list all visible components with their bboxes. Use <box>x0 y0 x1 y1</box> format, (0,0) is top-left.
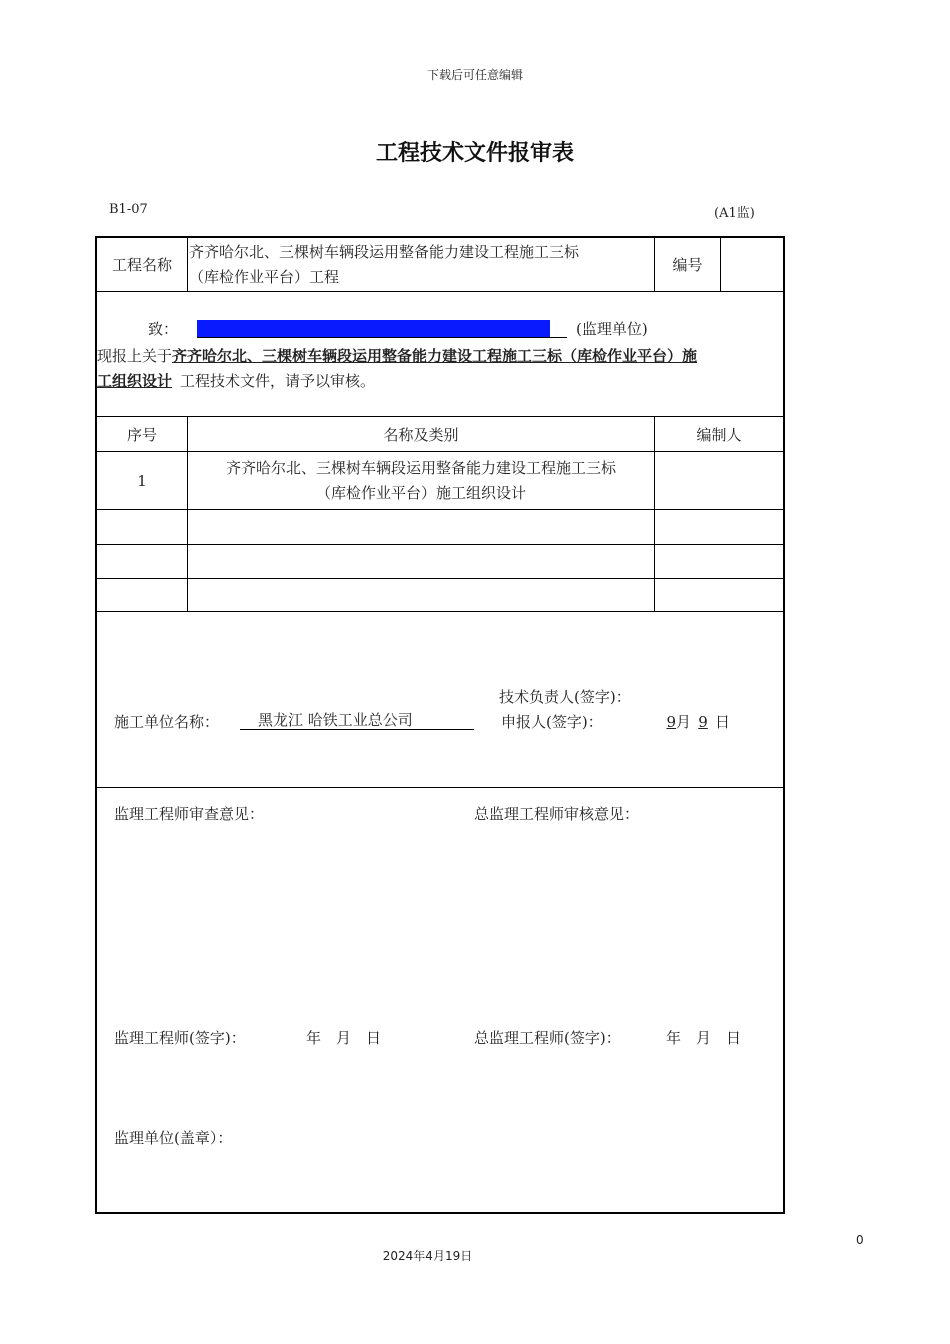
project-name-line1: 齐齐哈尔北、三棵树车辆段运用整备能力建设工程施工三标 <box>189 243 580 261</box>
date-day: 9 <box>698 713 708 731</box>
row-author <box>655 452 783 509</box>
report-subject-part2: 工组织设计 <box>97 372 173 390</box>
applicant-label: 申报人(签字)： <box>501 713 603 731</box>
page-number: 0 <box>856 1233 864 1247</box>
report-prefix: 现报上关于 <box>97 347 173 365</box>
engineer-opinion-label: 监理工程师审查意见： <box>114 805 265 823</box>
report-line1 <box>97 345 697 366</box>
row-name <box>188 510 654 544</box>
tech-lead-label: 技术负责人(签字)： <box>499 688 631 706</box>
col-header-no: 序号 <box>126 425 157 444</box>
form-code: B1-07 <box>109 202 148 217</box>
to-suffix: (监理单位) <box>576 320 648 338</box>
contractor-name: 黑龙江 哈铁工业总公司 <box>240 711 474 730</box>
report-subject-part1: 齐齐哈尔北、三棵树车辆段运用整备能力建设工程施工三标（库检作业平台）施 <box>172 347 698 365</box>
report-suffix: 工程技术文件，请予以审核。 <box>180 372 376 390</box>
col-header-name: 名称及类别 <box>383 425 459 444</box>
project-name-line2: （库检作业平台）工程 <box>189 268 340 286</box>
number-label: 编号 <box>672 256 703 274</box>
form-type: (A1监) <box>714 206 755 221</box>
to-label: 致： <box>148 320 179 338</box>
header-note: 下载后可任意编辑 <box>426 68 523 82</box>
engineer-sign-label: 监理工程师(签字)： <box>114 1029 246 1047</box>
chief-opinion-label: 总监理工程师审核意见： <box>474 805 640 823</box>
row-no <box>97 510 187 544</box>
supervisor-seal-label: 监理单位(盖章）： <box>114 1129 233 1147</box>
row-author <box>655 510 783 544</box>
engineer-date: 年 月 日 <box>306 1029 382 1047</box>
chief-date: 年 月 日 <box>666 1029 742 1047</box>
row-name-line2: （库检作业平台）施工组织设计 <box>315 484 526 502</box>
date-day-unit: 日 <box>715 713 731 731</box>
redacted-supervisor-name <box>197 320 550 337</box>
footer-date: 2024年4月19日 <box>382 1249 473 1263</box>
row-author <box>655 545 783 578</box>
row-no <box>97 579 187 611</box>
number-value[interactable] <box>721 238 783 291</box>
submit-date <box>650 711 730 732</box>
date-month-unit: 月 <box>676 713 692 731</box>
col-header-author: 编制人 <box>696 425 742 444</box>
chief-sign-label: 总监理工程师(签字)： <box>474 1029 621 1047</box>
row-no <box>97 545 187 578</box>
row-name-line1: 齐齐哈尔北、三棵树车辆段运用整备能力建设工程施工三标 <box>225 459 616 477</box>
report-line2 <box>97 370 375 391</box>
page-title: 工程技术文件报审表 <box>375 141 574 166</box>
row-name <box>188 545 654 578</box>
row-author <box>655 579 783 611</box>
project-label: 工程名称 <box>111 256 172 274</box>
contractor-label: 施工单位名称： <box>114 713 220 731</box>
row-name <box>188 579 654 611</box>
date-month: 9 <box>666 713 676 731</box>
row-no: 1 <box>137 471 147 490</box>
